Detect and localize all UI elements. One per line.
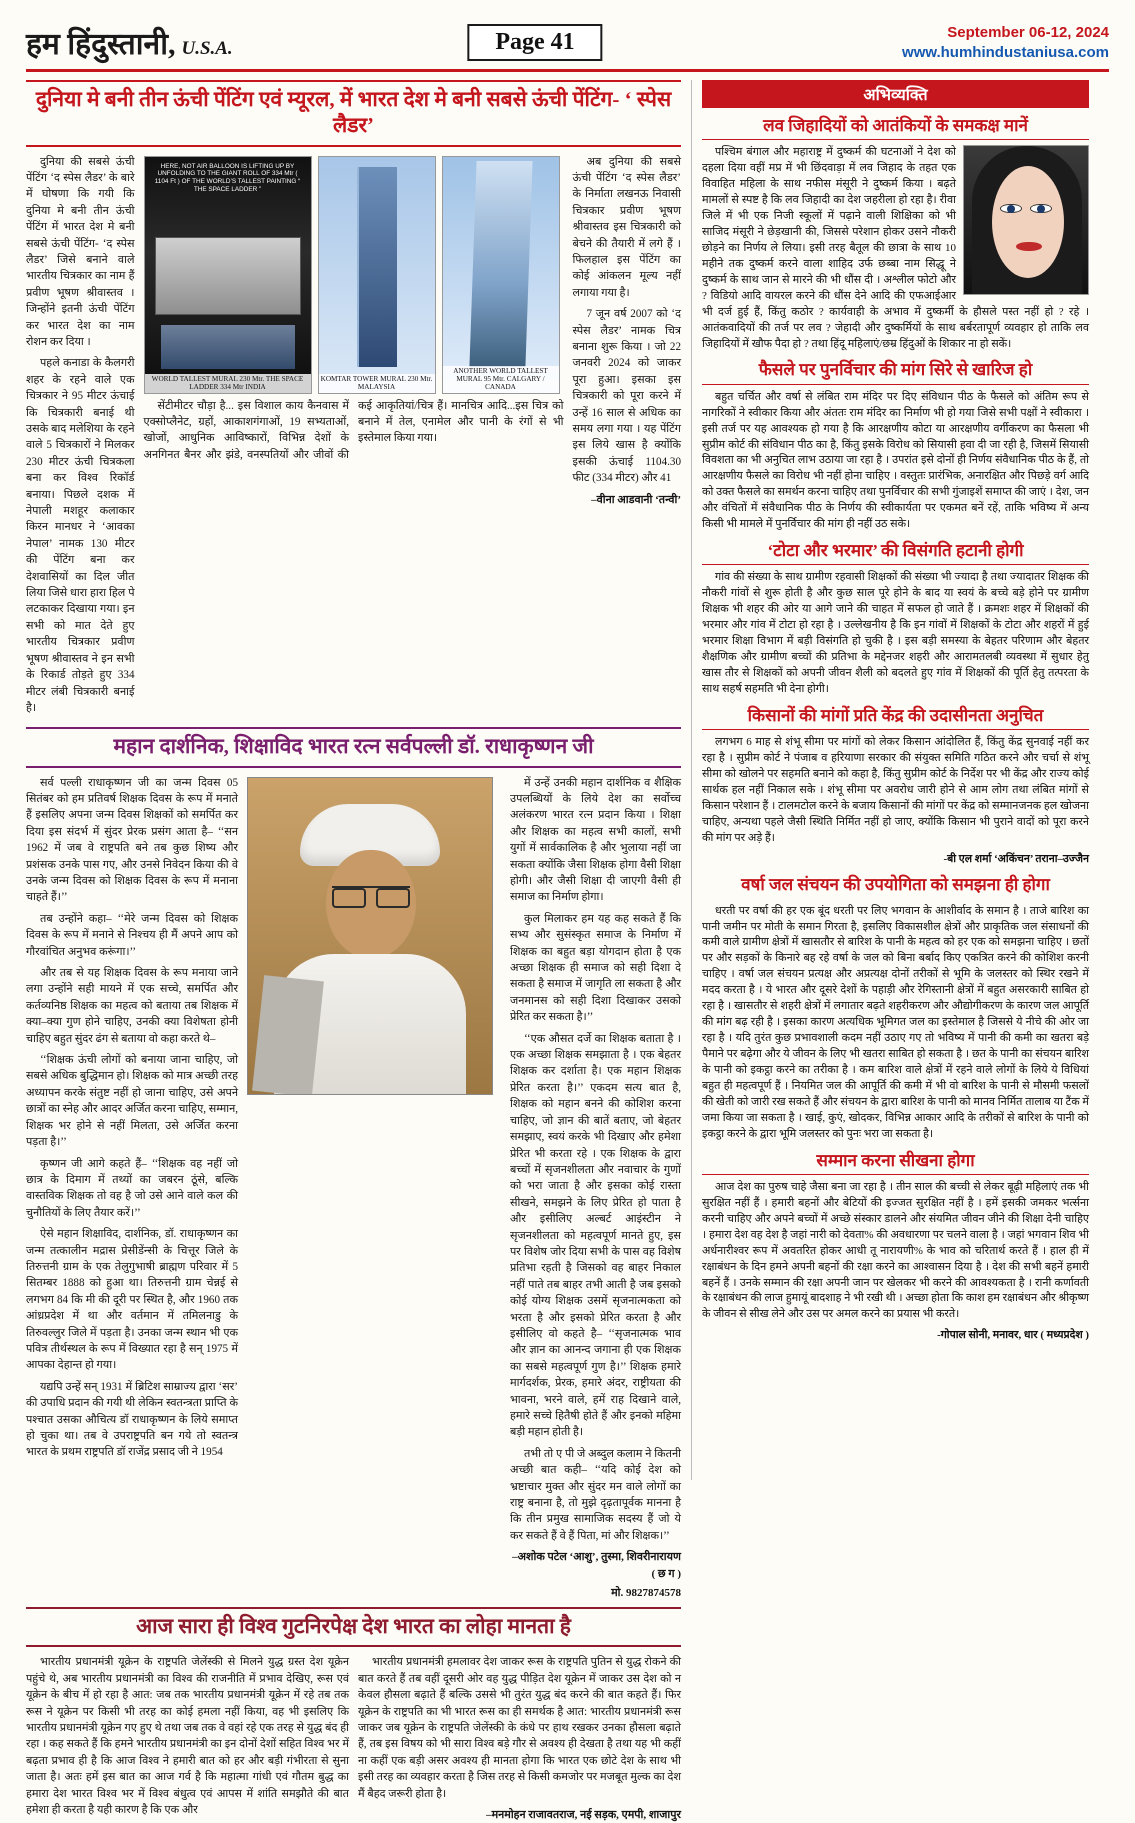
story2-col1-p4: ‘‘शिक्षक ऊंची लोगों को बनाया जाना चाहिए, जो सबसे अधिक बुद्धिमान हो। शिक्षक को मात्र अच्छी तरह अध्यापन करके संतुष्ट नहीं हो जाना चाहिए, उसे अपने छात्रों का स्नेह और आदर अर्जित करना चाहिए, सम्मान, शिक्षक भर होने से नहीं मिलता, उसे अर्जित करना पड़ता है।’’ xyxy=(26,1054,239,1149)
story2-col1-p3: और तब से यह शिक्षक दिवस के रूप मनाया जाने लगा उन्होंने सही मायने में एक सच्चे, समर्पित और कर्तव्यनिष्ठ शिक्षक का महत्व को बताया तब शिक्षक में क्या–क्या गुण होने चाहिए, उनकी क्या विशेषता होनी चाहिए बहुत सुंदर ढंग से बताया वो कहा करते थे– xyxy=(26,967,238,1045)
face-skin-shape xyxy=(992,166,1064,278)
opinion5-body xyxy=(702,904,1089,1143)
komtar-tower-shape xyxy=(357,167,397,367)
opinion4-p1: लगभग 6 माह से शंभू सीमा पर मांगों को लेकर किसान आंदोलित हैं, किंतु केंद्र सुनवाई नहीं कर रहा है । सुप्रीम कोर्ट ने पंजाब व हरियाणा सरकार की संयुक्त समिति गठित करने और चर्चा से शंभू सीमा को खोलने पर सहमति बनाने को कहा है, किंतु सुप्रीम कोर्ट के निर्देश पर भी केंद्र और राज्य कोई सार्थक हल नहीं निकाल सके । शंभू सीमा पर अवरोध जारी होने से आम लोग तथा लंबित मांगों से किसान परेशान हैं । टालमटोल करने के बजाय किसानों की मांगों पर केंद्र को सम्मानजनक हल खोजना चाहिए, अन्यथा पहले जैसी स्थिति निर्मित नहीं हो जाए, क्योंकि किसान भी पुराने वादों को पूरा करने की मांग पर अड़े हैं। xyxy=(702,736,1089,844)
glasses-icon xyxy=(332,886,410,902)
calgary-tower-shape xyxy=(469,161,532,367)
story1-col3 xyxy=(573,154,682,722)
figure1-caption: WORLD TALLEST MURAL 230 Mtr. THE SPACE LADDER 334 Mtr INDIA xyxy=(145,374,311,393)
story2-col2-p2: कुल मिलाकर हम यह कह सकते हैं कि सभ्य और सुसंस्कृत समाज के निर्माण में शिक्षक का बहुत बड़ा योगदान होता है एक अच्छा शिक्षक ही समाज को सही दिशा दे सकता है समाज में जागृति ला सकता है और जनमानस को सही दिशा दिखाकर उसको प्रेरित कर सकता है।’’ xyxy=(510,912,681,1024)
opinion3-headline: ‘टोटा और भरमार’ की विसंगति हटानी होगी xyxy=(702,540,1089,565)
opinion4-byline: -बी एल शर्मा ‘अकिंचन’ तराना–उज्जैन xyxy=(943,852,1089,865)
article-nonaligned xyxy=(26,1607,681,1823)
opinion-item-2 xyxy=(702,359,1089,533)
story2-columns xyxy=(26,775,681,1601)
opinion6-p1: आज देश का पुरुष चाहे जैसा बना जा रहा है । तीन साल की बच्ची से लेकर बूढ़ी महिलाएं तक भी सुरक्षित नहीं हैं । हमारी बहनों और बेटियों की इज्जत सुरक्षित नहीं है । हमें इसकी जमकर भर्त्सना करनी चाहिए और अपने बच्चों में अच्छे संस्कार डालने और संयमित जीवन जीने की शिक्षा देनी चाहिए । हमारा देश वह देश है जहां नारी को देवता% की अवधारणा पर चलने वाला है । जहां भगवान शिव भी अर्धनारीश्वर रूप में अवतरित होकर आधी तू नारायणी% के भाव को चरितार्थ करते हैं । हाल ही में रक्षाबंधन के दिन हमने अपनी बहनों की रक्षा करने का आश्वासन दिया है । देश की सभी बहनें हमारी बहनें हैं । उनके सम्मान की रक्षा अपनी जान पर खेलकर भी करने की आवश्यकता है । रानी कर्णावती के रक्षाबंधन की लाज हुमायूं बादशाह ने भी रखी थी । अच्छा होता कि काश हम रक्षाबंधन और श्रीकृष्ण के जीवन से सीख लेने और उस पर अमल करने का प्रयास भी करते। xyxy=(702,1180,1089,1321)
story2-col1-p6: ऐसे महान शिक्षाविद, दार्शनिक, डॉ. राधाकृष्णन का जन्म तत्कालीन मद्रास प्रेसीडेंन्सी के चित्तूर जिले के तिरुत्तनी ग्राम के एक तेलुगुभाषी ब्राह्मण परिवार में 5 सितम्बर 1888 को हुआ था। तिरुत्तनी ग्राम चेन्नई से लगभग 84 कि मी की दूरी पर स्थित है, और 1960 तक आंध्रप्रदेश में था और वर्तमान में तमिलनाडु के तिरुवल्लुर जिले में पड़ता है। उनका जन्म स्थान भी एक पवित्र तीर्थस्थल के रूप में विख्यात रहा है सन् 1975 में आपका देहान्त हो गया। xyxy=(26,1228,238,1372)
page-body xyxy=(26,80,1109,1821)
opinion-column xyxy=(691,80,1089,1480)
story2-col2-p3: ‘‘एक औसत दर्जे का शिक्षक बताता है । एक अच्छा शिक्षक समझाता है । एक बेहतर शिक्षक कर दर्शाता है। एक महान शिक्षक प्रेरित करता है।’’ एकदम सत्य बात है, शिक्षक को महान बनने की कोशिश करना चाहिए, जो ज्ञान की बातें बताए, जो बेहतर समझाए, स्वयं करके भी दिखाए और हमेशा प्रेरित भी करता रहे । एक शिक्षक के द्वारा बच्चों में सृजनशीलता और नवाचार के गुणों को भरा जाता है और इसका कोई रास्ता सीखने, समझने के लिए प्रेरित हो पाता है और इसीलिए अल्बर्ट आइंस्टीन ने सृजनशीलता को महत्वपूर्ण मानते हुए, इस पर विशेष जोर दिया सभी के पास वह विशेष प्रतिभा रहती है जिसको वह बाहर निकाल नहीं पाते तब बाहर तभी आती है जब इसको कोई योग्य शिक्षक उसमें सृजनात्मकता को भरता है और इसको प्रेरित करता है और इसीलिए वो कहते है– ‘‘सृजनात्मक भाव और ज्ञान का आनन्द जगाना ही एक शिक्षक का सबसे महत्वपूर्ण गुण है।’’ शिक्षक हमारे मार्गदर्शक, प्रेरक, हमारे अंदर, राष्ट्रीयता की भावना, भरने वाले, हमें राह दिखाने वाले, हमारे सच्चे हितैषी होते हैं और इनको महिमा बड़ी महान होती है। xyxy=(510,1032,681,1439)
story1-col2 xyxy=(144,398,564,464)
story3-col2 xyxy=(358,1654,681,1823)
opinion5-p1: धरती पर वर्षा की हर एक बूंद धरती पर लिए भगवान के आशीर्वाद के समान है । ताजे बारिश का पानी जमीन पर मोती के समान गिरता है, इसलिए विकासशील क्षेत्रों और प्राकृतिक जल संसाधनों की कमी वाले ग्रामीण क्षेत्रों में खासतौर से बारिश के पानी के महत्व को हर एक को समझना चाहिए । छतों पर और सड़कों के किनारे बह रहे वर्षा के जल को बिना बर्बाद किए एकत्रित करने की कोशिश करनी चाहिए । वर्षा जल संचयन प्रत्यक्ष और अप्रत्यक्ष दोनों तरीकों से भूमि के जलस्तर को स्थिर रखने में मदद करता है । ये भारत और दूसरे देशों के पहाड़ी और रेगिस्तानी क्षेत्रों में बहुत असरकारी साबित हो रहा है । खासतौर से शहरी क्षेत्रों में लगातार बढ़ते शहरीकरण और औद्योगीकरण के कारण जल आपूर्ति की मांग बढ़ रही है । इसका कारण अत्यधिक भूमिगत जल का इस्तेमाल है जिससे ये नीचे की ओर जा रहा है । यदि तुरंत कुछ प्रभावशाली कदम नहीं उठाए गए तो भविष्य में पानी की कमी का खतरा बड़े पैमाने पर बढ़ेगा और ये जीवन के लिए भी खतरा साबित हो सकता है । छत के पानी का संचयन बारिश के पानी को इकट्ठा करने का तरीका है । कम बारिश वाले क्षेत्रों में रहने वाले लोगों के लिये ये विधियां बहुत ही महत्वपूर्ण हैं । नियमित जल की आपूर्ति की कमी में भी वो बारिश के पानी से मौसमी फसलों की खेती को जारी रख सकते हैं और संचयन के द्वारा बारिश के पानी को मानव निर्मित तालाब या टैंक में जमा किया जा सकता है । खाई, कुएं, खोदकर, विभिन्न आकार आदि के तरीकों से बारिश के पानी को इकट्ठा करने के द्वारा भूमि जलस्तर को पुनः भरा जा सकता है। xyxy=(702,904,1089,1140)
story2-headline: महान दार्शनिक, शिक्षाविद भारत रत्न सर्वपल्ली डॉ. राधाकृष्णन जी xyxy=(113,734,594,759)
opinion-item-1 xyxy=(702,115,1089,352)
portrait-radhakrishnan xyxy=(247,777,493,1095)
opinion4-headline: किसानों की मांगों प्रति केंद्र की उदासीनता अनुचित xyxy=(702,705,1089,730)
opinion5-headline: वर्षा जल संचयन की उपयोगिता को समझना ही होगा xyxy=(741,875,1050,895)
story2-col1 xyxy=(26,775,238,1601)
opinion2-p1: बहुत चर्चित और वर्षा से लंबित राम मंदिर पर दिए संविधान पीठ के फैसले को अंतिम रूप से नागरिकों ने स्वीकार किया और अंततः राम मंदिर का निर्माण भी हो गया जिसे सभी पक्षों ने स्वीकारा । इसी तर्ज पर यह आवश्यक हो गया है कि आरक्षणीय कोटा या आरक्षणीय वर्गीकरण का फैसला भी सुप्रीम कोर्ट की संविधान पीठ का है, किंतु इसके विरोध को सियासी हवा दी जा रही है, जिसमें सियासी विवशता का भी अनुचित लाभ उठाया जा रहा है । उपरांत इसे दोनों ही निर्णय संवैधानिक पीठ के हैं, तो आरक्षणीय फैसले का विरोध भी नहीं होना चाहिए । वस्तुतः प्रारंभिक, अनारक्षित और पिछड़े वर्ग आदि को उक्त फैसले का समर्थन करना चाहिए तथा पुनर्विचार की सभी गुंजाइशें समाप्त की जाएं । देश, जन और वंचितों में संवैधानिक पीठ के निर्णय की स्वीकार्यता पर एकमत बनें रहें, ताकि भविष्य में अन्य किसी भी मामले में पुनर्विचार की मांग ही नहीं उठ सके। xyxy=(702,390,1089,531)
story2-byline: –अशोक पटेल ‘आशु’, तुस्मा, शिवरीनारायण ( छ ग ) xyxy=(512,1551,681,1580)
story1-columns xyxy=(26,154,681,722)
story3-columns xyxy=(26,1654,681,1823)
figure-calgary-mural xyxy=(442,156,560,394)
story2-col1-p1: सर्व पल्ली राधाकृष्णन जी का जन्म दिवस 05 सितंबर को हम प्रतिवर्ष शिक्षक दिवस के रूप में मनाते हैं इसलिए अपना जन्म दिवस शिक्षकों को समर्पित कर दिया इस संदर्भ में सुंदर प्रेरक प्रसंग आता है– ‘‘सन 1962 में जब वे राष्ट्रपति बने तब कुछ शिष्य और प्रशंसक उनके पास गए, और उनसे निवेदन किया की वे उनके जन्म दिवस को शिक्षक दिवस के रूप में मनाना चाहते हैं।’’ xyxy=(26,776,238,904)
illustration-woman-face xyxy=(963,145,1089,295)
story1-figures xyxy=(144,154,564,722)
opinion1-p1: पश्चिम बंगाल और महाराष्ट्र में दुष्कर्म की घटनाओं ने देश को दहला दिया वहीं मप्र में भी छिंदवाड़ा में लव जिहाद के तहत एक विवाहित महिला के साथ नफीस मंसूरी ने दुष्कर्म किया । बढ़ते मामलों से स्पष्ट है कि लव जिहादी का देश जहरीला हो रहा है। रीवा जिले में भी एक निजी स्कूलों में पढ़ाने वाली शिक्षिका को भी साजिद मंसूरी ने छेड़खानी की, जिससे परेशान होकर उसने नौकरी छोड़ने का निर्णय ले लिया। इसी तरह बैतूल की छात्रा के साथ 10 महीने तक दुष्कर्म करने वाला शाहिद उर्फ छब्बा नाम सिद्धू ने दुष्कर्म के साथ जान से मारने की भी धौंस दी । अश्लील फोटो और ? विडियो आदि वायरल करने की धौंस देने आदि की एफआईआर भी दर्ज हुई हैं, किंतु कठोर ? कार्यवाही के अभाव में दुष्कर्मी के हौसले पस्त नहीं हो ? रहे । आतंकवादियों की तर्ज पर लव ? जेहादी और दुष्कर्मियों के साथ बर्बरतापूर्ण व्यवहार हो ताकि लव जिहादियों में खौफ पैदा हो ? तथा हिंदू महिलाएं/छम्र हिंदुओं के शिकार ना हो सकें। xyxy=(702,146,1089,350)
opinion6-body xyxy=(702,1180,1089,1344)
opinion-item-4 xyxy=(702,705,1089,867)
masthead xyxy=(26,22,1109,72)
figure3-caption: ANOTHER WORLD TALLEST MURAL 95 Mtr. CALGARY / CANADA xyxy=(443,366,559,393)
opinion-item-5 xyxy=(702,874,1089,1142)
website-url[interactable]: www.humhindustaniusa.com xyxy=(902,43,1109,61)
story3-byline: –मनमोहन राजावतराज, नई सड़क, एमपी, शाजापुर xyxy=(486,1808,681,1821)
story3-headline-bar xyxy=(26,1607,681,1647)
story2-col2-p4: तभी तो ए पी जे अब्दुल कलाम ने कितनी अच्छी बात कही– ‘‘यदि कोई देश को भ्रष्टाचार मुक्त और सुंदर मन वाले लोगों का राष्ट्र बनाना है, तो मुझे दृढ़तापूर्वक मानना है कि तीन प्रमुख सामाजिक सदस्य हैं जो ये कर सकते हैं वे हैं पिता, मां और शिक्षक।’’ xyxy=(510,1447,681,1542)
story2-headline-bar xyxy=(26,727,681,767)
story1-headline-bar xyxy=(26,80,681,147)
opinion1-body xyxy=(702,145,1089,352)
shawl-shape xyxy=(252,975,324,1095)
story1-byline: –वीना आडवानी ‘तन्वी’ xyxy=(591,493,681,506)
opinion4-body xyxy=(702,735,1089,867)
opinion1-headline: लव जिहादियों को आतंकियों के समकक्ष मानें xyxy=(702,115,1089,140)
figure-space-ladder-roll xyxy=(144,156,312,394)
opinion3-p1: गांव की संख्या के साथ ग्रामीण रहवासी शिक्षकों की संख्या भी ज्यादा है तथा ज्यादातर शिक्षक की नौकरी गांवों से शुरू होती है और कुछ साल पूरे होने के बाद या स्वयं के बच्चे बड़े होने पर ग्रामीण शिक्षक भी शहर की ओर या आगे जाने की चाहत में सफल हो जाते हैं । क्रमशः शहर में शिक्षकों की भरमार और गांव में टोटा हो रहा है । उल्लेखनीय है कि इन गांवों में शिक्षकों के टोटा और शहरों में हुई भरमार शिक्षा विभाग में बड़ी विसंगति हो चुकी है । इस बड़ी समस्या के बेहतर परिणाम और बेहतर शैक्षणिक और ग्रामीण बच्चों की प्रतिभा के मद्देनजर शहरी और आरामतलबी व्यवस्था में सुधार हेतु खास तौर से शिक्षकों को अपनी जीवन शैली को बदलते हुए गांव में शिक्षकों की पूर्ति हेतु तत्परता के साथ सहर्ष सहमति भी देना होगी। xyxy=(702,571,1089,695)
story1-col2-p1: सेंटीमीटर चौड़ा है... इस विशाल काय कैनवास में एक्सोप्लैनेट, ग्रहों, आकाशगंगाओं, 19 सभ्यताओं, खोजों, आधुनिक आविष्कारों, विभिन्न देशों के अनगिनत बैनर और झंडे, वनस्पतियों और जीवों की कई आकृतियां/चित्र हैं। मानचित्र आदि...इस चित्र को बनाने में तेल, एनामेल और पानी के रंगों से भी इस्तेमाल किया गया। xyxy=(143,399,564,461)
figure2-caption: KOMTAR TOWER MURAL 230 Mtr. MALAYSIA xyxy=(319,374,435,393)
story2-middle xyxy=(247,775,501,1601)
story3-col2-p1: भारतीय प्रधानमंत्री हमलावर देश जाकर रूस के राष्ट्रपति पुतिन से युद्ध रोकने की बात करते हैं तब वहीं दूसरी ओर वह युद्ध पीड़ित देश यूक्रेन में जाकर उस देश को न केवल हौसला बढ़ाते हैं बल्कि उससे भी तुरंत युद्ध बंद करने की बात कहते हैं। फिर यूक्रेन के राष्ट्रपति का भी भारत रूस का ही समर्थक है आत: भारतीय प्रधानमंत्री रूस जाकर जब यूक्रेन के राष्ट्रपति जेलेंस्की के कंधे पर हाथ रखकर उनका हौसला बढ़ाते हैं, तब इस विषय को भी सारा विश्व बड़े गौर से अवश्य ही देखता है तथा यह भी कहीं ना कहीं एक बड़ी असर अवश्य ही मानता होगा कि भारत एक छोटे देश के साथ भी इसी तरह का व्यवहार करता है जिस तरह से किसी कमजोर पर मजबूत मुल्क का देश मैं बैहद जरूरी होता है। xyxy=(358,1656,681,1800)
story1-headline: दुनिया मे बनी तीन ऊंची पेंटिंग एवं म्यूरल, में भारत देश मे बनी सबसे ऊंची पेंटिंग- ‘ स्पेस लैडर’ xyxy=(35,87,672,138)
main-column xyxy=(26,80,681,1821)
figure-komtar-tower xyxy=(318,156,436,394)
article-space-ladder xyxy=(26,80,681,721)
story3-col1 xyxy=(26,1654,349,1823)
page-number-badge: Page 41 xyxy=(467,24,602,61)
story3-headline: आज सारा ही विश्व गुटनिरपेक्ष देश भारत का लोहा मानता है xyxy=(136,1614,571,1639)
opinion2-body xyxy=(702,390,1089,533)
figure1-canvas-band xyxy=(155,237,301,315)
story1-col1-p1: दुनिया की सबसे ऊंची पेंटिंग ‘द स्पेस लैडर’ के बारे में घोषणा कि गयी कि दुनिया मे बनी तीन ऊंची पेंटिंग में भारत देश मे बनी सबसे ऊंची पेंटिंग- ‘द स्पेस लैडर’ जिसे बनाने वाले भारतीय चित्रकार का नाम हैं प्रवीण भूषण श्रीवास्तव । जिन्होंने इतनी ऊंची पेंटिंग कर भारत देश का नाम रोशन कर दिया । xyxy=(26,155,135,348)
issue-date: September 06-12, 2024 xyxy=(947,24,1109,41)
story2-phone: मो. 9827874578 xyxy=(611,1586,681,1599)
opinion3-body xyxy=(702,570,1089,698)
story2-col2 xyxy=(510,775,681,1601)
story3-col1-p1: भारतीय प्रधानमंत्री यूक्रेन के राष्ट्रपति जेलेंस्की से मिलने युद्ध ग्रस्त देश यूक्रेन पहुंचे थे, अब भारतीय प्रधानमंत्री का विश्व की राजनीति में प्रभाव देखिए, रूस एवं यूक्रेन के बीच में हो रहा है आत: जब तक भारतीय प्रधानमंत्री यूक्रेन में रहे तब तक रूस ने यूक्रेन पर किसी भी तरह का कोई हमला नहीं किया, वह भी इसलिए कि भारतीय प्रधानमंत्री यूक्रेन गए हुए थे तथा जब तक वे वहां रहे एक तरह से युद्ध बंद ही रहा । कह सकते हैं कि हमने भारतीय प्रधानमंत्री का इन दोनों देशों सहित विश्व भर में बढ़ता प्रभाव ही है कि आज विश्व ने हमारी बात को हर और बड़ी गंभीरता से सुना जाता है। अतः हमें इस बात का आज गर्व है कि महात्मा गांधी एवं गौतम बुद्ध का हमारा देश भारत विश्व भर में विश्व बंधुत्व एवं आपस में शांति समझौते की बात हमेशा ही करता है यही कारण है कि एक और xyxy=(26,1656,349,1816)
masthead-meta xyxy=(902,23,1109,62)
logo-hindi: हम हिंदुस्तानी, xyxy=(26,28,176,61)
story1-col1-p2: पहले कनाडा के कैलगरी शहर के रहने वाले एक चित्रकार ने 95 मीटर ऊंचाई कि चित्रकारी बनाई थी उसके बाद मलेशिया के रहने वाले 5 चित्रकारों ने मिलकर 230 मीटर ऊंची चित्रकला बना कर विश्व रिकॉर्ड बनाया। पिछले दशक में नेपाली मशहूर कलाकार किरन मानधर ने ‘आवका नेपाल’ नामक 130 मीटर की पेंटिंग बना कर देशवासियों का दिल जीत लिया जिसे धारा हारा हिल पे लटकाकर दिखाया गया। इन सभी को मात देते हुए भारतीय चित्रकार प्रवीण भूषण श्रीवास्तव ने इन सभी के रिकार्ड तोड़ते हुए 334 मीटर लंबी चित्रकारी बनाई है। xyxy=(26,357,135,714)
figure1-canvas-band2 xyxy=(161,325,295,369)
story1-col3-p1: अब दुनिया की सबसे ऊंची पेंटिंग ‘द स्पेस लैडर’ के निर्माता लखनऊ निवासी चित्रकार प्रवीण भूषण श्रीवास्तव इस चित्रकारी को बेचने की तैयारी में लगे हैं । फिलहाल इस पेंटिंग का कोई आंकलन मूल्य नहीं लगाया गया है। xyxy=(572,155,681,299)
story1-col1 xyxy=(26,154,135,722)
masthead-logo xyxy=(26,22,233,63)
opinion2-headline: फैसले पर पुनर्विचार की मांग सिरे से खारिज हो xyxy=(702,359,1089,384)
section-title-abhivyakti: अभिव्यक्ति xyxy=(702,80,1089,108)
opinion-item-6 xyxy=(702,1150,1089,1344)
opinion6-byline: -गोपाल सोनी, मनावर, धार ( मध्यप्रदेश ) xyxy=(937,1329,1089,1342)
story2-col1-p2: तब उन्होंने कहा– ‘‘मेरे जन्म दिवस को शिक्षक दिवस के रूप में मनाने से निश्चय ही मैं अपने आप को गौरवांचित अनुभव करूंगा।’’ xyxy=(26,912,238,958)
opinion6-headline: सम्मान करना सीखना होगा xyxy=(702,1150,1089,1175)
story2-col1-p5: कृष्णन जी आगे कहते हैं– ‘‘शिक्षक वह नहीं जो छात्र के दिमाग में तथ्यों का जबरन ठूंसे, बल्कि वास्तविक शिक्षक तो वह है जो उसे आने वाले कल की चुनौतियों के लिए तैयार करें।’’ xyxy=(26,1157,238,1219)
figure1-inner-caption: HERE, NOT AIR BALLOON IS LIFTING UP BY UNFOLDING TO THE GIANT ROLL OF 334 Mtr ( 1104 Ft ) OF THE WORLD’S TALLEST PAINTING “ THE SPACE LADDER ” xyxy=(154,162,301,193)
story2-col1-p7: यद्यपि उन्हें सन् 1931 में ब्रिटिश साम्राज्य द्वारा ‘सर’ की उपाधि प्रदान की गयी थी लेकिन स्वतन्त्रता प्राप्ति के पश्चात उसका औचित्य डॉ राधाकृष्णन के लिये समाप्त हो चुका था। तब वे उपराष्ट्रपति बन गये तो स्वतन्त्र भारत के प्रथम राष्ट्रपति डॉ राजेंद्र प्रसाद जी ने 1954 xyxy=(26,1380,238,1459)
story1-col3-p2: 7 जून वर्ष 2007 को ‘द स्पेस लैडर’ नामक चित्र बनाना शुरू किया । जो 22 जनवरी 2024 को जाकर पूरा हुआ। इसका इस चित्रकारी को पूरा करने में उन्हें 16 साल से अधिक का समय लगा गया । यह पेंटिंग इस लिये खास है क्योंकि इसकी ऊंचाई 1104.30 फीट (334 मीटर) और 41 xyxy=(572,308,681,485)
opinion-item-3 xyxy=(702,540,1089,698)
logo-usa: U.S.A. xyxy=(181,38,233,59)
story2-col2-p1: में उन्हें उनकी महान दार्शनिक व शैक्षिक उपलब्धियों के लिये देश का सर्वोच्च अलंकरण भारत रत्न प्रदान किया । शिक्षा और शिक्षक का महत्व सभी कालों, सभी युगों में सार्वकालिक है और भुलाया नहीं जा सकता क्योंकि जैसा शिक्षक होगा वैसी शिक्षा होगी। और जैसी शिक्षा दी जाएगी वैसी ही समाज का निर्माण होगा। xyxy=(510,776,681,904)
article-radhakrishnan xyxy=(26,727,681,1601)
